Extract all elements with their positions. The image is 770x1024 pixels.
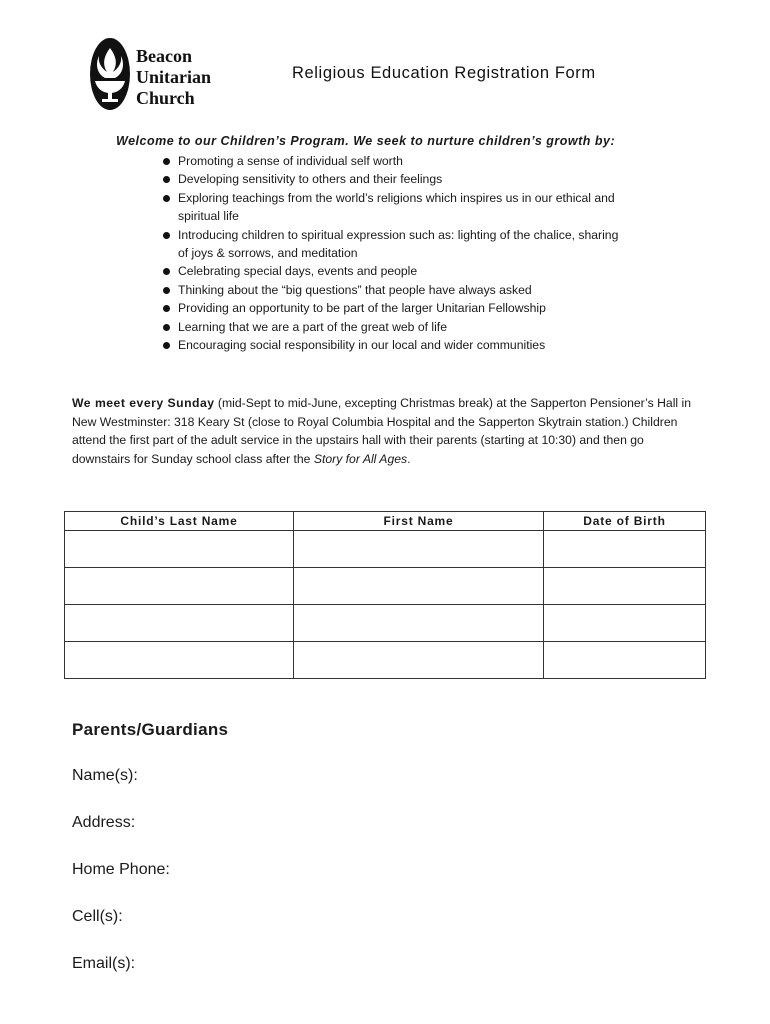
church-name-line: Unitarian: [136, 67, 212, 87]
meeting-details: (mid-Sept to mid-June, excepting Christmas break) at the Sapperton Pensioner’s Hall in New Westminster: 318 Keary St (close to Royal Columbia Hospital and the Sapperton Skytrain station.) Children attend the first part of the adult service in the upstairs hall with their parents (starting at 10:30) and then go downstairs for Sunday school class after the: [72, 396, 691, 466]
meeting-end: .: [407, 451, 411, 466]
column-header-first-name: First Name: [294, 512, 544, 531]
list-item: Encouraging social responsibility in our local and wider communities: [160, 336, 620, 354]
list-item: Developing sensitivity to others and their feelings: [160, 170, 620, 188]
last-name-cell[interactable]: [65, 642, 294, 679]
list-item: Providing an opportunity to be part of the larger Unitarian Fellowship: [160, 299, 620, 317]
home-phone-field-label: Home Phone:: [72, 861, 170, 878]
meeting-lead: We meet every Sunday: [72, 396, 215, 410]
list-item: Introducing children to spiritual expression such as: lighting of the chalice, sharing of joys & sorrows, and meditation: [160, 226, 620, 263]
date-of-birth-cell[interactable]: [544, 568, 706, 605]
column-header-date-of-birth: Date of Birth: [544, 512, 706, 531]
last-name-cell[interactable]: [65, 568, 294, 605]
cell-field-label: Cell(s):: [72, 908, 123, 925]
children-table: [64, 511, 706, 679]
date-of-birth-cell[interactable]: [544, 605, 706, 642]
name-field-label: Name(s):: [72, 767, 138, 784]
first-name-cell[interactable]: [294, 642, 544, 679]
address-field-label: Address:: [72, 814, 136, 831]
list-item: Promoting a sense of individual self worth: [160, 152, 620, 170]
church-logo: [88, 36, 228, 112]
program-intro: Welcome to our Children’s Program. We seek to nurture children’s growth by:: [116, 134, 616, 148]
date-of-birth-cell[interactable]: [544, 642, 706, 679]
date-of-birth-cell[interactable]: [544, 531, 706, 568]
first-name-cell[interactable]: [294, 531, 544, 568]
first-name-cell[interactable]: [294, 568, 544, 605]
list-item: Exploring teachings from the world’s religions which inspires us in our ethical and spiritual life: [160, 189, 620, 226]
list-item: Learning that we are a part of the great web of life: [160, 318, 620, 336]
flaming-chalice-icon: [88, 36, 132, 112]
table-row: [65, 531, 706, 568]
column-header-last-name: Child’s Last Name: [65, 512, 294, 531]
last-name-cell[interactable]: [65, 531, 294, 568]
parents-heading: Parents/Guardians: [72, 720, 229, 739]
table-header-row: [65, 512, 706, 531]
form-title: Religious Education Registration Form: [292, 64, 596, 82]
table-row: [65, 605, 706, 642]
last-name-cell[interactable]: [65, 605, 294, 642]
program-goals-list: [160, 152, 620, 354]
story-title: Story for All Ages: [313, 451, 408, 466]
table-row: [65, 568, 706, 605]
church-name-line: Church: [136, 88, 195, 108]
church-name: [136, 46, 211, 109]
email-field-label: Email(s):: [72, 955, 136, 972]
table-row: [65, 642, 706, 679]
list-item: Celebrating special days, events and people: [160, 262, 620, 280]
first-name-cell[interactable]: [294, 605, 544, 642]
church-name-line: Beacon: [136, 46, 192, 66]
meeting-info: [72, 394, 702, 468]
list-item: Thinking about the “big questions” that people have always asked: [160, 281, 620, 299]
